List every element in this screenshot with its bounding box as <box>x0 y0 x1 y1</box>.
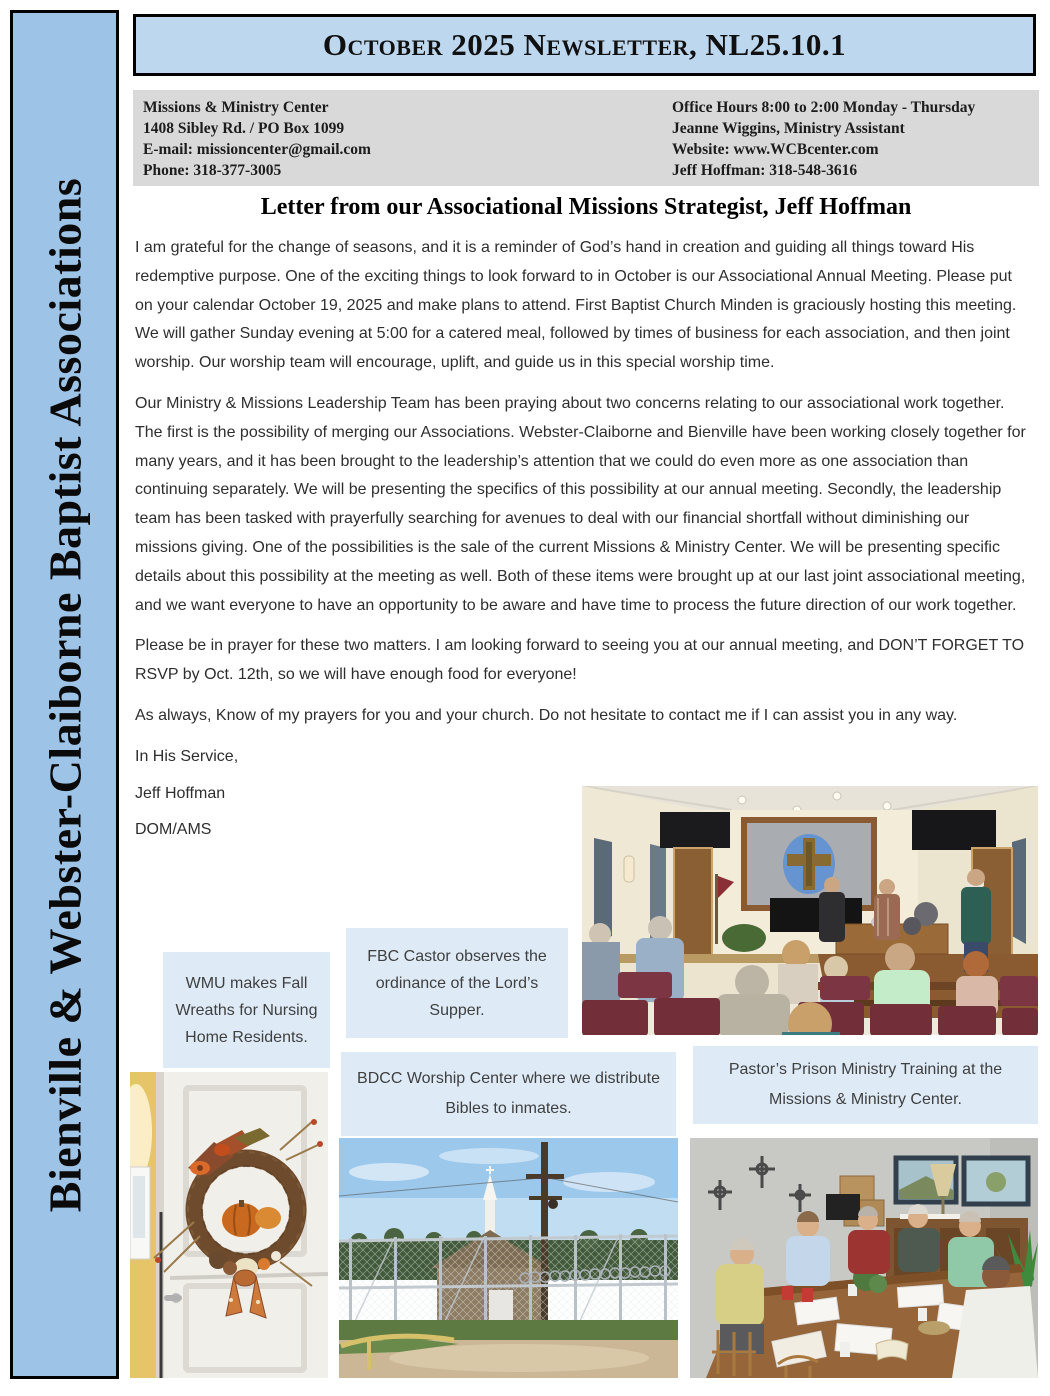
sidebar-banner <box>10 10 119 1379</box>
caption-wmu-text: WMU makes Fall Wreaths for Nursing Home Residents. <box>175 974 318 1046</box>
contact-column-right <box>672 97 1027 179</box>
caption-bdcc <box>341 1052 676 1136</box>
church-interior-illustration <box>582 786 1038 1035</box>
contact-address: 1408 Sibley Rd. / PO Box 1099 <box>143 120 345 137</box>
caption-bdcc-text: BDCC Worship Center where we distribute Bibles to inmates. <box>357 1070 660 1117</box>
closing-title: DOM/AMS <box>135 821 212 839</box>
photo-pastors-training <box>690 1138 1038 1378</box>
contact-jeff-phone: Jeff Hoffman: 318-548-3616 <box>672 162 858 179</box>
caption-prison-text: Pastor’s Prison Ministry Training at the Missions & Ministry Center. <box>728 1061 1003 1108</box>
caption-prison-training <box>693 1046 1038 1124</box>
newsletter-title-banner <box>133 14 1036 76</box>
association-name-vertical: Bienville & Webster-Claiborne Baptist Associations <box>39 177 90 1212</box>
closing-signature: Jeff Hoffman <box>135 784 226 802</box>
letter-paragraph: I am grateful for the change of seasons, and it is a reminder of God’s hand in creation and guiding all things toward His redemptive purpose. One of the exciting things to look forward to in October is our Associational Annual Meeting. Please put on your calendar October 19, 2025 and make plans to attend. First Baptist Church Minden is graciously hosting this meeting. We will gather Sunday evening at 5:00 for a catered meal, followed by times of business for each association, and then joint worship. Our worship team will encourage, uplift, and guide us in this special worship time. <box>135 239 1017 372</box>
contact-column-left <box>143 97 371 179</box>
pastors-illustration <box>690 1138 1038 1378</box>
caption-fbc-castor <box>346 928 568 1038</box>
contact-office-hours: Office Hours 8:00 to 2:00 Monday - Thursday <box>672 99 976 116</box>
contact-website: Website: www.WCBcenter.com <box>672 141 879 158</box>
caption-wmu <box>163 952 330 1068</box>
contact-phone: Phone: 318-377-3005 <box>143 162 282 179</box>
wreath-illustration <box>130 1072 328 1378</box>
prison-illustration <box>339 1138 678 1378</box>
photo-prison-worship-center <box>339 1138 678 1378</box>
letter-heading: Letter from our Associational Missions Strategist, Jeff Hoffman <box>260 194 912 220</box>
newsletter-title: October 2025 Newsletter, NL25.10.1 <box>322 27 847 62</box>
photo-church-interior <box>582 786 1038 1035</box>
letter-paragraph: Please be in prayer for these two matters. I am looking forward to seeing you at our annual meeting, and DON’T FORGET TO RSVP by Oct. 12th, so we will have enough food for everyone! <box>135 637 1025 684</box>
letter-paragraph: Our Ministry & Missions Leadership Team has been praying about two concerns relating to our associational work together. The first is the possibility of merging our Associations. Webster-Claiborne and Bienville have been working closely together for many years, and it has been brought to the leadership’s attention that we could do even more as one association than continuing separately. We will be presenting the specifics of this possibility at our annual meeting. Secondly, the leadership team has been tasked with prayerfully searching for avenues to deal with our financial shortfall without diminishing our missions giving. One of the possibilities is the sale of the current Missions & Ministry Center. We will be presenting specific details about this possibility at the meeting as well. Both of these items were brought up at our last joint associational meeting, and we want everyone to have an opportunity to be aware and have time to process the future direction of our work together. <box>135 394 1026 614</box>
contact-org-name: Missions & Ministry Center <box>143 99 329 116</box>
letter-paragraph: As always, Know of my prayers for you and your church. Do not hesitate to contact me if I can assist you in any way. <box>135 706 958 724</box>
contact-assistant: Jeanne Wiggins, Ministry Assistant <box>672 120 905 137</box>
letter-body <box>135 234 1032 853</box>
contact-email: E-mail: missioncenter@gmail.com <box>143 141 371 158</box>
contact-info-block <box>133 90 1039 186</box>
photo-fall-wreath-door <box>130 1072 328 1378</box>
caption-fbc-text: FBC Castor observes the ordinance of the Lord’s Supper. <box>367 947 547 1019</box>
closing-salutation: In His Service, <box>135 747 239 765</box>
